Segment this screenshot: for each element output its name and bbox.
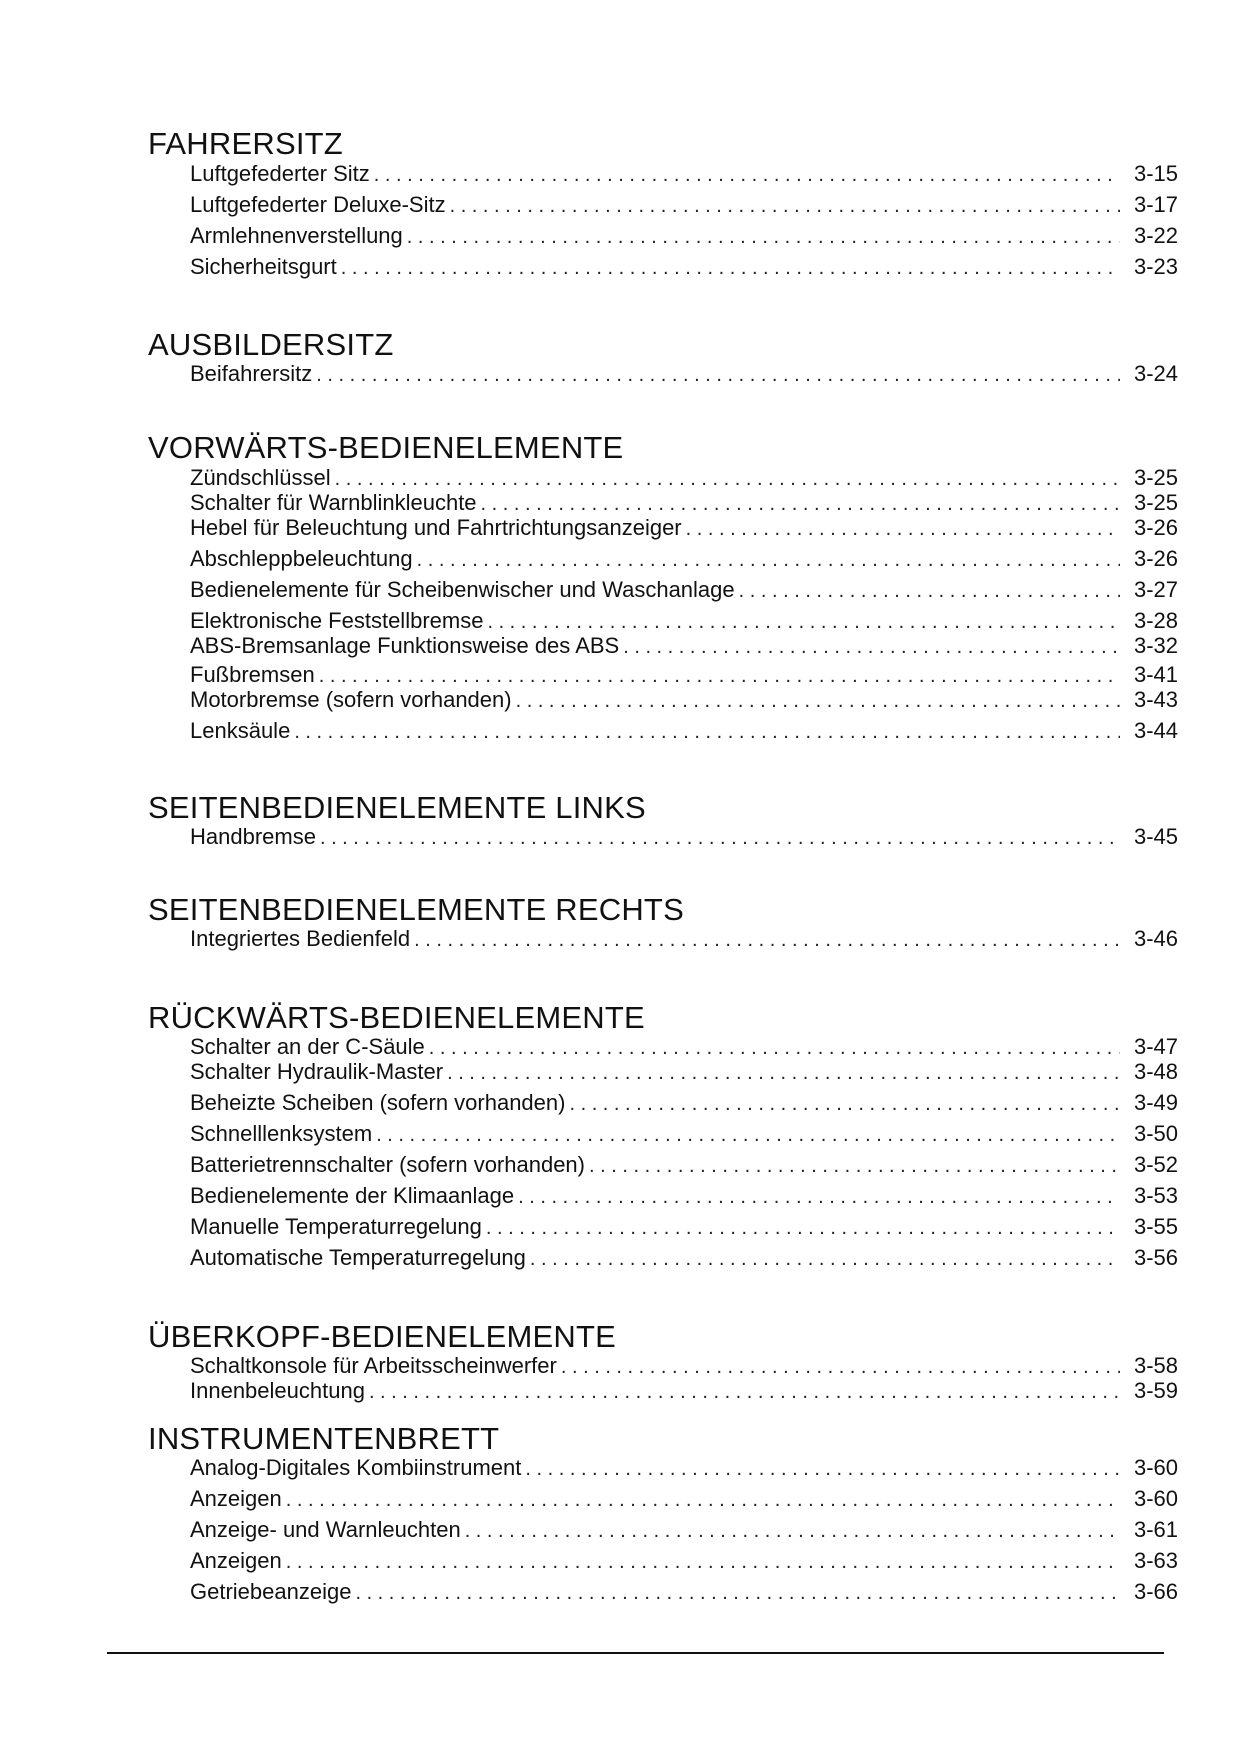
dot-leader	[465, 1518, 1120, 1544]
toc-section-seitenbedienelemente-rechts	[148, 892, 1178, 951]
entry-label: Analog-Digitales Kombiinstrument	[190, 1455, 522, 1480]
entry-page: 3-48	[1133, 1059, 1178, 1084]
toc-entry[interactable]	[190, 161, 1178, 187]
dot-leader	[341, 255, 1120, 281]
toc-entry[interactable]	[190, 465, 1178, 491]
toc-entry[interactable]	[190, 1121, 1178, 1147]
toc-entry[interactable]	[190, 1517, 1178, 1543]
entry-page: 3-41	[1133, 662, 1178, 687]
toc-entry[interactable]	[190, 1183, 1178, 1209]
entry-label: Abschleppbeleuchtung	[190, 546, 413, 571]
dot-leader	[355, 1580, 1120, 1606]
entry-label: Anzeigen	[190, 1486, 282, 1511]
toc-entry[interactable]	[190, 1579, 1178, 1605]
section-title: ÜBERKOPF-BEDIENELEMENTE	[148, 1319, 616, 1354]
toc-entry[interactable]	[190, 718, 1178, 744]
toc-entry[interactable]	[190, 1455, 1178, 1481]
dot-leader	[376, 1122, 1120, 1148]
toc-section-instrumentenbrett	[148, 1421, 1178, 1604]
toc-section-seitenbedienelemente-links	[148, 790, 1178, 849]
entry-page: 3-45	[1133, 824, 1178, 849]
entry-page: 3-66	[1133, 1579, 1178, 1604]
entry-page: 3-25	[1133, 465, 1178, 490]
dot-leader	[739, 578, 1120, 604]
section-title: AUSBILDERSITZ	[148, 327, 394, 362]
dot-leader	[589, 1153, 1120, 1179]
entry-label: Armlehnenverstellung	[190, 223, 403, 248]
toc-entry[interactable]	[190, 254, 1178, 280]
dot-leader	[530, 1246, 1120, 1272]
entry-label: Schalter an der C-Säule	[190, 1034, 425, 1059]
dot-leader	[286, 1549, 1120, 1575]
entry-page: 3-60	[1133, 1486, 1178, 1511]
toc-section-rueckwaerts-bedienelemente	[148, 1000, 1178, 1270]
entry-label: Manuelle Temperaturregelung	[190, 1214, 482, 1239]
entry-label: Luftgefederter Sitz	[190, 161, 370, 186]
dot-leader	[686, 516, 1120, 542]
toc-entry[interactable]	[190, 1353, 1178, 1379]
entry-label: ABS-Bremsanlage Funktionsweise des ABS	[190, 633, 620, 658]
toc-entry[interactable]	[190, 1245, 1178, 1271]
dot-leader	[374, 162, 1120, 188]
toc-entry[interactable]	[190, 687, 1178, 713]
entry-label: Sicherheitsgurt	[190, 254, 337, 279]
entry-label: Automatische Temperaturregelung	[190, 1245, 526, 1270]
dot-leader	[407, 224, 1120, 250]
toc-entry[interactable]	[190, 1214, 1178, 1240]
entry-page: 3-56	[1133, 1245, 1178, 1270]
entry-label: Bedienelemente für Scheibenwischer und Waschanlage	[190, 577, 735, 602]
toc-entry[interactable]	[190, 1486, 1178, 1512]
toc-section-ausbildersitz	[148, 327, 1178, 386]
entry-label: Schnelllenksystem	[190, 1121, 373, 1146]
entry-label: Beheizte Scheiben (sofern vorhanden)	[190, 1090, 566, 1115]
entry-page: 3-44	[1133, 718, 1178, 743]
dot-leader	[481, 491, 1120, 517]
entry-label: Beifahrersitz	[190, 361, 313, 386]
entry-label: Getriebeanzeige	[190, 1579, 352, 1604]
entry-page: 3-17	[1133, 192, 1178, 217]
toc-entry[interactable]	[190, 662, 1178, 688]
entry-page: 3-52	[1133, 1152, 1178, 1177]
entry-page: 3-60	[1133, 1455, 1178, 1480]
entry-page: 3-25	[1133, 490, 1178, 515]
dot-leader	[561, 1354, 1120, 1380]
toc-entry[interactable]	[190, 1378, 1178, 1404]
entry-page: 3-47	[1133, 1034, 1178, 1059]
entry-page: 3-58	[1133, 1353, 1178, 1378]
dot-leader	[319, 663, 1120, 689]
toc-section-ueberkopf-bedienelemente	[148, 1319, 1178, 1403]
dot-leader	[486, 1215, 1120, 1241]
section-title: VORWÄRTS-BEDIENELEMENTE	[148, 430, 624, 465]
dot-leader	[487, 609, 1120, 635]
toc-entry[interactable]	[190, 490, 1178, 516]
dot-leader	[516, 688, 1120, 714]
toc-entry[interactable]	[190, 633, 1178, 659]
toc-entry[interactable]	[190, 1059, 1178, 1085]
toc-entry[interactable]	[190, 192, 1178, 218]
entry-label: Bedienelemente der Klimaanlage	[190, 1183, 515, 1208]
entry-label: Handbremse	[190, 824, 316, 849]
dot-leader	[518, 1184, 1120, 1210]
dot-leader	[320, 825, 1120, 851]
entry-label: Hebel für Beleuchtung und Fahrtrichtungsanzeiger	[190, 515, 682, 540]
section-title: SEITENBEDIENELEMENTE RECHTS	[148, 892, 684, 927]
entry-page: 3-49	[1133, 1090, 1178, 1115]
toc-section-vorwaerts-bedienelemente	[148, 430, 1178, 743]
entry-label: Anzeige- und Warnleuchten	[190, 1517, 461, 1542]
entry-label: Motorbremse (sofern vorhanden)	[190, 687, 512, 712]
footer-rule	[107, 1652, 1164, 1654]
entry-label: Batterietrennschalter (sofern vorhanden)	[190, 1152, 585, 1177]
toc-entry[interactable]	[190, 223, 1178, 249]
entry-page: 3-24	[1133, 361, 1178, 386]
entry-page: 3-59	[1133, 1378, 1178, 1403]
entry-page: 3-43	[1133, 687, 1178, 712]
dot-leader	[316, 362, 1120, 388]
toc-entry[interactable]	[190, 1548, 1178, 1574]
toc-entry[interactable]	[190, 926, 1178, 952]
entry-label: Schalter Hydraulik-Master	[190, 1059, 444, 1084]
entry-page: 3-22	[1133, 223, 1178, 248]
entry-label: Zündschlüssel	[190, 465, 331, 490]
entry-label: Anzeigen	[190, 1548, 282, 1573]
entry-label: Schaltkonsole für Arbeitsscheinwerfer	[190, 1353, 557, 1378]
toc-entry[interactable]	[190, 515, 1178, 541]
toc-entry[interactable]	[190, 824, 1178, 850]
dot-leader	[429, 1035, 1120, 1061]
dot-leader	[335, 466, 1120, 492]
entry-page: 3-32	[1133, 633, 1178, 658]
dot-leader	[569, 1091, 1120, 1117]
toc-entry[interactable]	[190, 546, 1178, 572]
entry-page: 3-61	[1133, 1517, 1178, 1542]
entry-label: Luftgefederter Deluxe-Sitz	[190, 192, 446, 217]
entry-page: 3-23	[1133, 254, 1178, 279]
entry-page: 3-26	[1133, 515, 1178, 540]
dot-leader	[286, 1487, 1120, 1513]
entry-page: 3-63	[1133, 1548, 1178, 1573]
entry-label: Integriertes Bedienfeld	[190, 926, 411, 951]
entry-label: Schalter für Warnblinkleuchte	[190, 490, 477, 515]
entry-page: 3-53	[1133, 1183, 1178, 1208]
entry-label: Innenbeleuchtung	[190, 1378, 365, 1403]
entry-page: 3-27	[1133, 577, 1178, 602]
entry-page: 3-55	[1133, 1214, 1178, 1239]
entry-label: Lenksäule	[190, 718, 291, 743]
toc-entry[interactable]	[190, 577, 1178, 603]
entry-page: 3-26	[1133, 546, 1178, 571]
section-title: SEITENBEDIENELEMENTE LINKS	[148, 790, 646, 825]
toc-entry[interactable]	[190, 361, 1178, 387]
dot-leader	[447, 1060, 1120, 1086]
entry-page: 3-46	[1133, 926, 1178, 951]
toc-section-fahrersitz	[148, 126, 1178, 279]
dot-leader	[525, 1456, 1120, 1482]
dot-leader	[623, 634, 1120, 660]
section-title: RÜCKWÄRTS-BEDIENELEMENTE	[148, 1000, 645, 1035]
section-title: INSTRUMENTENBRETT	[148, 1421, 500, 1456]
entry-page: 3-50	[1133, 1121, 1178, 1146]
entry-page: 3-15	[1133, 161, 1178, 186]
section-title: FAHRERSITZ	[148, 126, 343, 161]
toc-entry[interactable]	[190, 1152, 1178, 1178]
entry-label: Fußbremsen	[190, 662, 315, 687]
entry-page: 3-28	[1133, 608, 1178, 633]
entry-label: Elektronische Feststellbremse	[190, 608, 484, 633]
dot-leader	[294, 719, 1120, 745]
toc-entry[interactable]	[190, 1034, 1178, 1060]
toc-entry[interactable]	[190, 1090, 1178, 1116]
dot-leader	[417, 547, 1120, 573]
toc-entry[interactable]	[190, 608, 1178, 634]
dot-leader	[450, 193, 1120, 219]
dot-leader	[414, 927, 1120, 953]
dot-leader	[369, 1379, 1120, 1405]
